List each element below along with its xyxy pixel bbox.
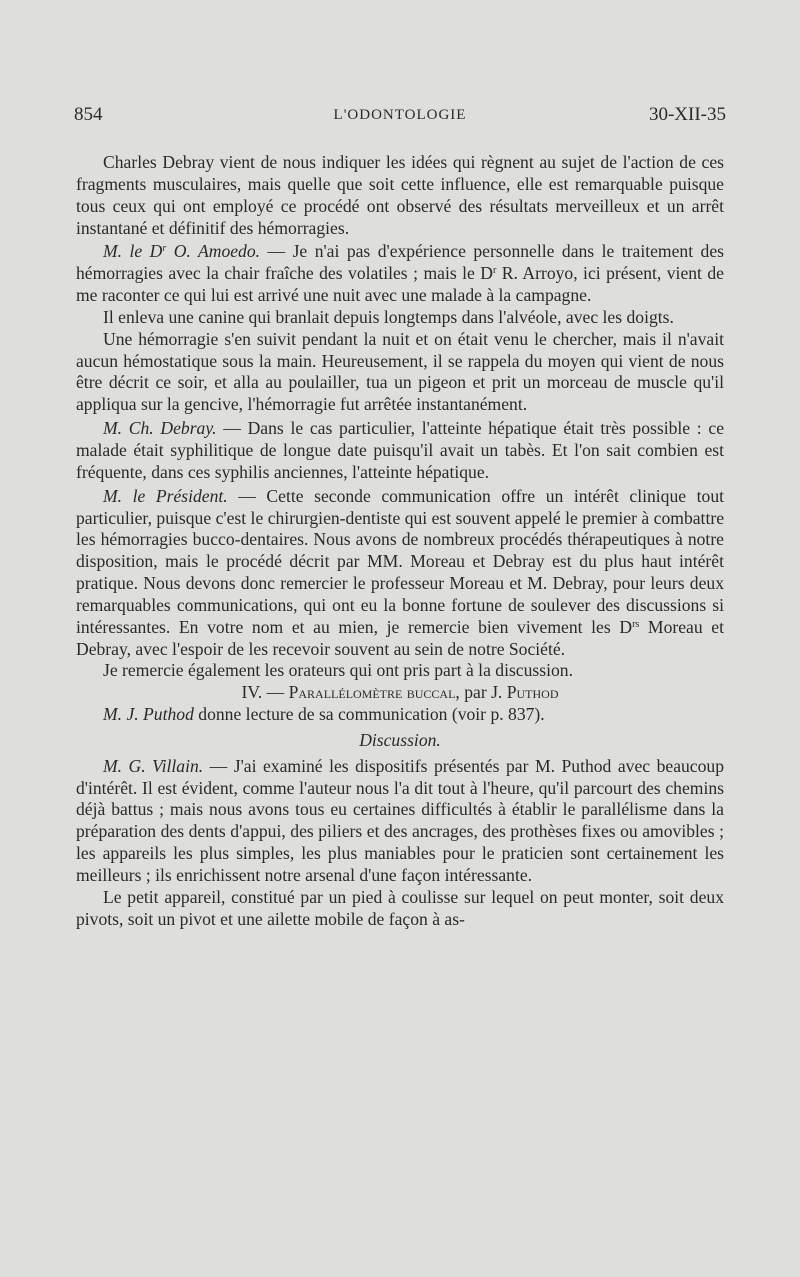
page-number: 854 [74, 104, 103, 125]
speaker-name: M. J. Puthod [103, 704, 194, 725]
issue-date: 30-XII-35 [648, 104, 726, 125]
paragraph: Une hémorragie s'en suivit pendant la nuit et on était venu le chercher, mais il n'avait aucun hémostatique sous la main. Heureusement, il se rappela du moyen qui vient de nous être décrit ce soir, et alla au poulailler, tua un pigeon et prit un morceau de muscle qu'il appliqua sur la gencive, l'hémorragie fut arrêtée instantanément. [76, 328, 724, 415]
paragraph: Le petit appareil, constitué par un pied à coulisse sur lequel on peut monter, soit deux pivots, soit un pivot et une ailette mobile de façon à as- [76, 886, 724, 929]
speaker-name: M. le Président. [103, 485, 228, 506]
paragraph: M. le $D^r$ O. Amoedo. — Je n'ai pas d'expérience personnelle dans le traitement des hémorragies avec la chair fraîche des volatiles ; mais le $D^r$ R. Arroyo, ici présent, vient de me raconter ce qui lui est arrivé une nuit avec une malade à la campagne. [76, 241, 724, 306]
section-heading: IV. — Parallélomètre buccal, par J. Puthod [241, 682, 559, 703]
page-body [76, 152, 724, 931]
paragraph: Charles Debray vient de nous indiquer les idées qui règnent au sujet de l'action de ces fragments musculaires, mais quelle que soit cette influence, elle est remarquable puisque tous ceux qui ont employé ce procédé ont observé des résultats merveilleux et un arrêt instantané et définitif des hémorragies. [76, 152, 724, 238]
speaker-name: M. le $D^r$ O. Amoedo. [103, 241, 261, 262]
paragraph: M. Ch. Debray. — Dans le cas particulier, l'atteinte hépatique était très possible : ce malade était syphilitique de longue date puisqu'il avait un tabès. Et l'on sait combien est fréquente, dans ces syphilis anciennes, l'atteinte hépatique. [76, 418, 725, 482]
paragraph: M. J. Puthod donne lecture de sa communication (voir p. 837). [103, 704, 545, 725]
speaker-name: M. Ch. Debray. [103, 418, 217, 439]
page-header [74, 104, 726, 134]
speaker-name: M. G. Villain. [103, 755, 204, 776]
paragraph: Je remercie également les orateurs qui ont pris part à la discussion. [103, 660, 573, 681]
running-title: L'ODONTOLOGIE [333, 107, 467, 123]
paragraph: M. G. Villain. — J'ai examiné les dispositifs présentés par M. Puthod avec beaucoup d'intérêt. Il est évident, comme l'auteur nous l'a dit tout à l'heure, qu'il parcourt des chemins déjà battus ; mais nous avons tous eu certaines difficultés à établir le parallélisme dans la préparation des dents d'appui, des piliers et des ancrages, des prothèses fixes ou amovibles ; les appareils les plus simples, les plus maniables pour le praticien sont certainement les meilleurs ; ils enrichissent notre arsenal d'une façon intéressante. [76, 755, 724, 885]
paragraph: M. le Président. — Cette seconde communication offre un intérêt clinique tout particulier, puisque c'est le chirurgien-dentiste qui est souvent appelé le premier à combattre les hémorragies bucco-dentaires. Nous avons de nombreux procédés thérapeutiques à notre disposition, mais le procédé décrit par MM. Moreau et Debray est du plus haut intérêt pratique. Nous devons donc remercier le professeur Moreau et M. Debray, pour leurs deux remarquables communications, qui ont eu la bonne fortune de soulever des discussions si intéressantes. En votre nom et au mien, je remercie bien vivement les $D^{rs}$ Moreau et Debray, avec l'espoir de les recevoir souvent au sein de notre Société. [76, 485, 725, 659]
discussion-heading: Discussion. [359, 729, 441, 750]
paragraph: Il enleva une canine qui branlait depuis longtemps dans l'alvéole, avec les doigts. [103, 306, 674, 327]
